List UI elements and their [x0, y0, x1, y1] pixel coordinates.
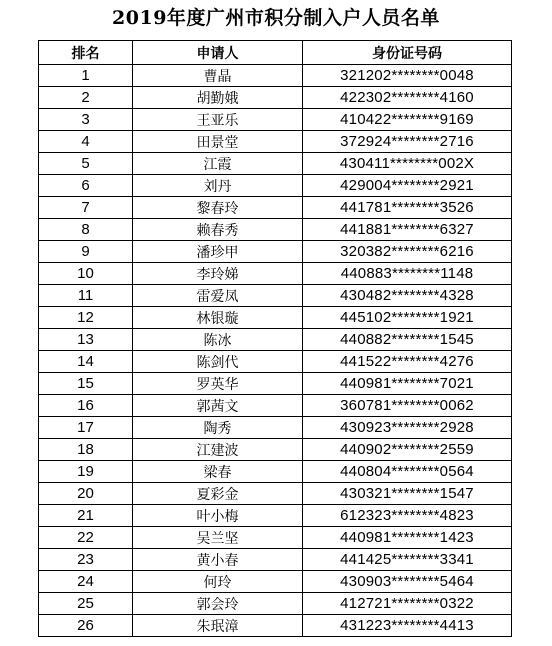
id-number-cell: 412721********0322 — [303, 593, 512, 615]
table-row — [39, 307, 512, 329]
rank-cell: 2 — [39, 87, 133, 109]
applicant-name-cell: 吴兰坚 — [133, 527, 303, 549]
rank-cell: 21 — [39, 505, 133, 527]
id-number-cell: 430321********1547 — [303, 483, 512, 505]
applicant-table — [38, 40, 512, 637]
rank-cell: 18 — [39, 439, 133, 461]
id-number-cell: 320382********6216 — [303, 241, 512, 263]
applicant-name-cell: 陶秀 — [133, 417, 303, 439]
table-row — [39, 153, 512, 175]
rank-cell: 14 — [39, 351, 133, 373]
id-number-cell: 410422********9169 — [303, 109, 512, 131]
id-number-cell: 372924********2716 — [303, 131, 512, 153]
id-number-cell: 431223********4413 — [303, 615, 512, 637]
applicant-name-cell: 黎春玲 — [133, 197, 303, 219]
id-number-cell: 440882********1545 — [303, 329, 512, 351]
rank-cell: 9 — [39, 241, 133, 263]
table-header-row — [39, 41, 512, 65]
column-header-id-number: 身份证号码 — [303, 41, 512, 65]
id-number-cell: 360781********0062 — [303, 395, 512, 417]
applicant-name-cell: 叶小梅 — [133, 505, 303, 527]
applicant-name-cell: 梁春 — [133, 461, 303, 483]
applicant-name-cell: 陈冰 — [133, 329, 303, 351]
applicant-name-cell: 田景堂 — [133, 131, 303, 153]
table-row — [39, 439, 512, 461]
rank-cell: 12 — [39, 307, 133, 329]
table-row — [39, 87, 512, 109]
rank-cell: 3 — [39, 109, 133, 131]
table-row — [39, 65, 512, 87]
table-row — [39, 527, 512, 549]
applicant-name-cell: 曹晶 — [133, 65, 303, 87]
table-body — [39, 65, 512, 637]
id-number-cell: 441881********6327 — [303, 219, 512, 241]
rank-cell: 13 — [39, 329, 133, 351]
table-row — [39, 219, 512, 241]
rank-cell: 4 — [39, 131, 133, 153]
rank-cell: 11 — [39, 285, 133, 307]
applicant-name-cell: 江霞 — [133, 153, 303, 175]
column-header-applicant: 申请人 — [133, 41, 303, 65]
table-row — [39, 395, 512, 417]
id-number-cell: 612323********4823 — [303, 505, 512, 527]
applicant-name-cell: 江建波 — [133, 439, 303, 461]
table-row — [39, 417, 512, 439]
applicant-name-cell: 陈剑代 — [133, 351, 303, 373]
table-row — [39, 615, 512, 637]
id-number-cell: 440902********2559 — [303, 439, 512, 461]
rank-cell: 10 — [39, 263, 133, 285]
applicant-name-cell: 林银璇 — [133, 307, 303, 329]
applicant-name-cell: 夏彩金 — [133, 483, 303, 505]
rank-cell: 16 — [39, 395, 133, 417]
id-number-cell: 430923********2928 — [303, 417, 512, 439]
applicant-name-cell: 王亚乐 — [133, 109, 303, 131]
table-row — [39, 483, 512, 505]
id-number-cell: 445102********1921 — [303, 307, 512, 329]
table-row — [39, 505, 512, 527]
table-row — [39, 461, 512, 483]
applicant-name-cell: 郭茜文 — [133, 395, 303, 417]
rank-cell: 26 — [39, 615, 133, 637]
rank-cell: 19 — [39, 461, 133, 483]
id-number-cell: 440883********1148 — [303, 263, 512, 285]
applicant-name-cell: 郭会玲 — [133, 593, 303, 615]
page-title: 2019年度广州市积分制入户人员名单 — [112, 7, 440, 29]
id-number-cell: 440981********1423 — [303, 527, 512, 549]
applicant-name-cell: 潘珍甲 — [133, 241, 303, 263]
table-row — [39, 109, 512, 131]
rank-cell: 20 — [39, 483, 133, 505]
table-row — [39, 571, 512, 593]
table-row — [39, 285, 512, 307]
id-number-cell: 440981********7021 — [303, 373, 512, 395]
id-number-cell: 440804********0564 — [303, 461, 512, 483]
id-number-cell: 430903********5464 — [303, 571, 512, 593]
table-row — [39, 263, 512, 285]
table-row — [39, 197, 512, 219]
applicant-name-cell: 李玲娣 — [133, 263, 303, 285]
table-row — [39, 593, 512, 615]
table-row — [39, 351, 512, 373]
rank-cell: 1 — [39, 65, 133, 87]
rank-cell: 17 — [39, 417, 133, 439]
applicant-name-cell: 胡勤娥 — [133, 87, 303, 109]
applicant-name-cell: 赖春秀 — [133, 219, 303, 241]
id-number-cell: 429004********2921 — [303, 175, 512, 197]
applicant-name-cell: 雷爱凤 — [133, 285, 303, 307]
rank-cell: 25 — [39, 593, 133, 615]
id-number-cell: 430411********002X — [303, 153, 512, 175]
applicant-name-cell: 何玲 — [133, 571, 303, 593]
table-row — [39, 373, 512, 395]
id-number-cell: 441781********3526 — [303, 197, 512, 219]
applicant-name-cell: 刘丹 — [133, 175, 303, 197]
table-row — [39, 175, 512, 197]
rank-cell: 8 — [39, 219, 133, 241]
id-number-cell: 422302********4160 — [303, 87, 512, 109]
table-row — [39, 549, 512, 571]
id-number-cell: 441522********4276 — [303, 351, 512, 373]
table-row — [39, 241, 512, 263]
applicant-name-cell: 罗英华 — [133, 373, 303, 395]
id-number-cell: 430482********4328 — [303, 285, 512, 307]
applicant-name-cell: 朱珉漳 — [133, 615, 303, 637]
rank-cell: 15 — [39, 373, 133, 395]
id-number-cell: 441425********3341 — [303, 549, 512, 571]
id-number-cell: 321202********0048 — [303, 65, 512, 87]
rank-cell: 6 — [39, 175, 133, 197]
column-header-rank: 排名 — [39, 41, 133, 65]
applicant-name-cell: 黄小春 — [133, 549, 303, 571]
rank-cell: 23 — [39, 549, 133, 571]
table-row — [39, 329, 512, 351]
rank-cell: 24 — [39, 571, 133, 593]
table-row — [39, 131, 512, 153]
rank-cell: 22 — [39, 527, 133, 549]
rank-cell: 5 — [39, 153, 133, 175]
rank-cell: 7 — [39, 197, 133, 219]
